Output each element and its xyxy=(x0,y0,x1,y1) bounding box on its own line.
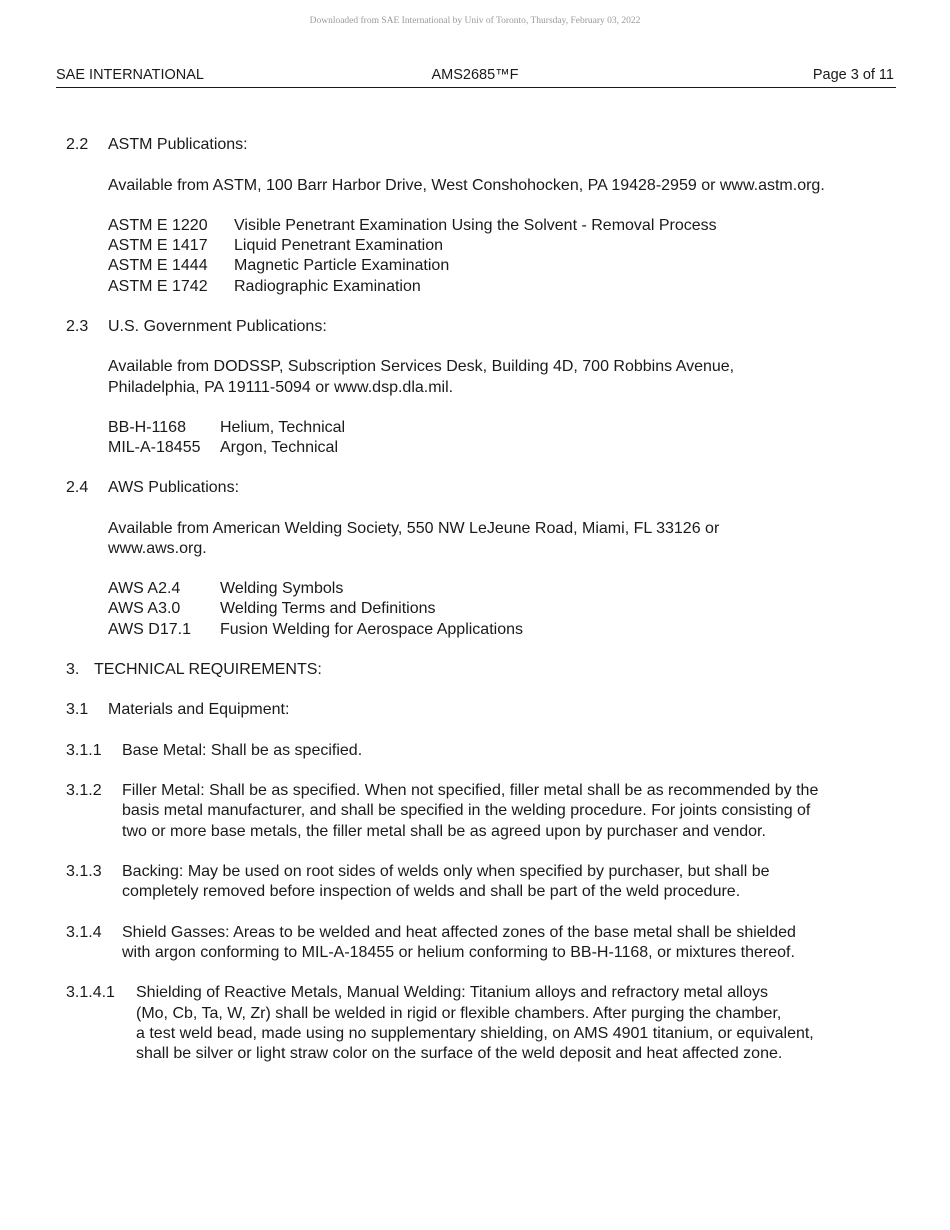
section-3-1-4-1-number: 3.1.4.1 xyxy=(66,984,115,1001)
section-3-1-1-number: 3.1.1 xyxy=(66,742,102,759)
header-rule xyxy=(56,87,896,88)
section-3-heading: TECHNICAL REQUIREMENTS: xyxy=(94,661,322,678)
download-watermark: Downloaded from SAE International by Univ of Toronto, Thursday, February 03, 2022 xyxy=(309,16,641,26)
paragraph-line: Shield Gasses: Areas to be welded and heat affected zones of the base metal shall be shielded xyxy=(122,924,796,941)
reference-code: ASTM E 1444 xyxy=(108,257,208,274)
section-2-4-availability-line: www.aws.org. xyxy=(108,540,207,557)
paragraph-line: shall be silver or light straw color on the surface of the weld deposit and heat affected zone. xyxy=(136,1045,783,1062)
section-3-1-4-number: 3.1.4 xyxy=(66,924,102,941)
section-2-4-availability-line: Available from American Welding Society, 550 NW LeJeune Road, Miami, FL 33126 or xyxy=(108,520,720,537)
section-3-1-2-number: 3.1.2 xyxy=(66,782,102,799)
header-org: SAE INTERNATIONAL xyxy=(56,67,204,83)
paragraph-line: (Mo, Cb, Ta, W, Zr) shall be welded in rigid or flexible chambers. After purging the chamber, xyxy=(136,1005,782,1022)
section-3-number: 3. xyxy=(66,661,80,678)
reference-title: Liquid Penetrant Examination xyxy=(234,237,444,254)
reference-code: ASTM E 1220 xyxy=(108,217,208,234)
section-2-4-heading: AWS Publications: xyxy=(108,479,240,496)
paragraph-line: a test weld bead, made using no supplementary shielding, on AMS 4901 titanium, or equivalent, xyxy=(136,1025,814,1042)
section-2-2-number: 2.2 xyxy=(66,136,89,153)
section-2-4-number: 2.4 xyxy=(66,479,89,496)
reference-title: Helium, Technical xyxy=(220,419,346,436)
paragraph-line: Backing: May be used on root sides of welds only when specified by purchaser, but shall be xyxy=(122,863,770,880)
section-2-2-availability: Available from ASTM, 100 Barr Harbor Drive, West Conshohocken, PA 19428-2959 or www.astm.org. xyxy=(108,177,825,194)
reference-title: Visible Penetrant Examination Using the Solvent - Removal Process xyxy=(234,217,717,234)
reference-title: Welding Terms and Definitions xyxy=(220,600,436,617)
reference-code: AWS A3.0 xyxy=(108,600,181,617)
header-doc-id: AMS2685™F xyxy=(431,67,519,83)
reference-code: MIL-A-18455 xyxy=(108,439,201,456)
reference-title: Fusion Welding for Aerospace Applications xyxy=(220,621,523,638)
paragraph-line: basis metal manufacturer, and shall be specified in the welding procedure. For joints consisting of xyxy=(122,802,811,819)
section-3-1-1-text: Base Metal: Shall be as specified. xyxy=(122,742,363,759)
section-3-1-3-number: 3.1.3 xyxy=(66,863,102,880)
paragraph-line: with argon conforming to MIL-A-18455 or helium conforming to BB-H-1168, or mixtures thereof. xyxy=(122,944,795,961)
section-2-3-heading: U.S. Government Publications: xyxy=(108,318,327,335)
reference-title: Welding Symbols xyxy=(220,580,344,597)
section-2-3-availability-line: Philadelphia, PA 19111-5094 or www.dsp.dla.mil. xyxy=(108,379,454,396)
section-3-1-heading: Materials and Equipment: xyxy=(108,701,290,718)
section-3-1-number: 3.1 xyxy=(66,701,89,718)
reference-code: BB-H-1168 xyxy=(108,419,186,436)
reference-code: AWS A2.4 xyxy=(108,580,181,597)
paragraph-line: completely removed before inspection of welds and shall be part of the weld procedure. xyxy=(122,883,741,900)
reference-title: Magnetic Particle Examination xyxy=(234,257,450,274)
section-2-2-heading: ASTM Publications: xyxy=(108,136,248,153)
reference-title: Argon, Technical xyxy=(220,439,338,456)
reference-title: Radiographic Examination xyxy=(234,278,421,295)
section-2-3-availability-line: Available from DODSSP, Subscription Services Desk, Building 4D, 700 Robbins Avenue, xyxy=(108,358,735,375)
reference-code: AWS D17.1 xyxy=(108,621,191,638)
reference-code: ASTM E 1417 xyxy=(108,237,208,254)
paragraph-line: two or more base metals, the filler metal shall be as agreed upon by purchaser and vendor. xyxy=(122,823,766,840)
paragraph-line: Filler Metal: Shall be as specified. When not specified, filler metal shall be as recommended by the xyxy=(122,782,819,799)
paragraph-line: Shielding of Reactive Metals, Manual Welding: Titanium alloys and refractory metal alloys xyxy=(136,984,768,1001)
section-2-3-number: 2.3 xyxy=(66,318,89,335)
header-page-number: Page 3 of 11 xyxy=(812,67,894,83)
reference-code: ASTM E 1742 xyxy=(108,278,208,295)
